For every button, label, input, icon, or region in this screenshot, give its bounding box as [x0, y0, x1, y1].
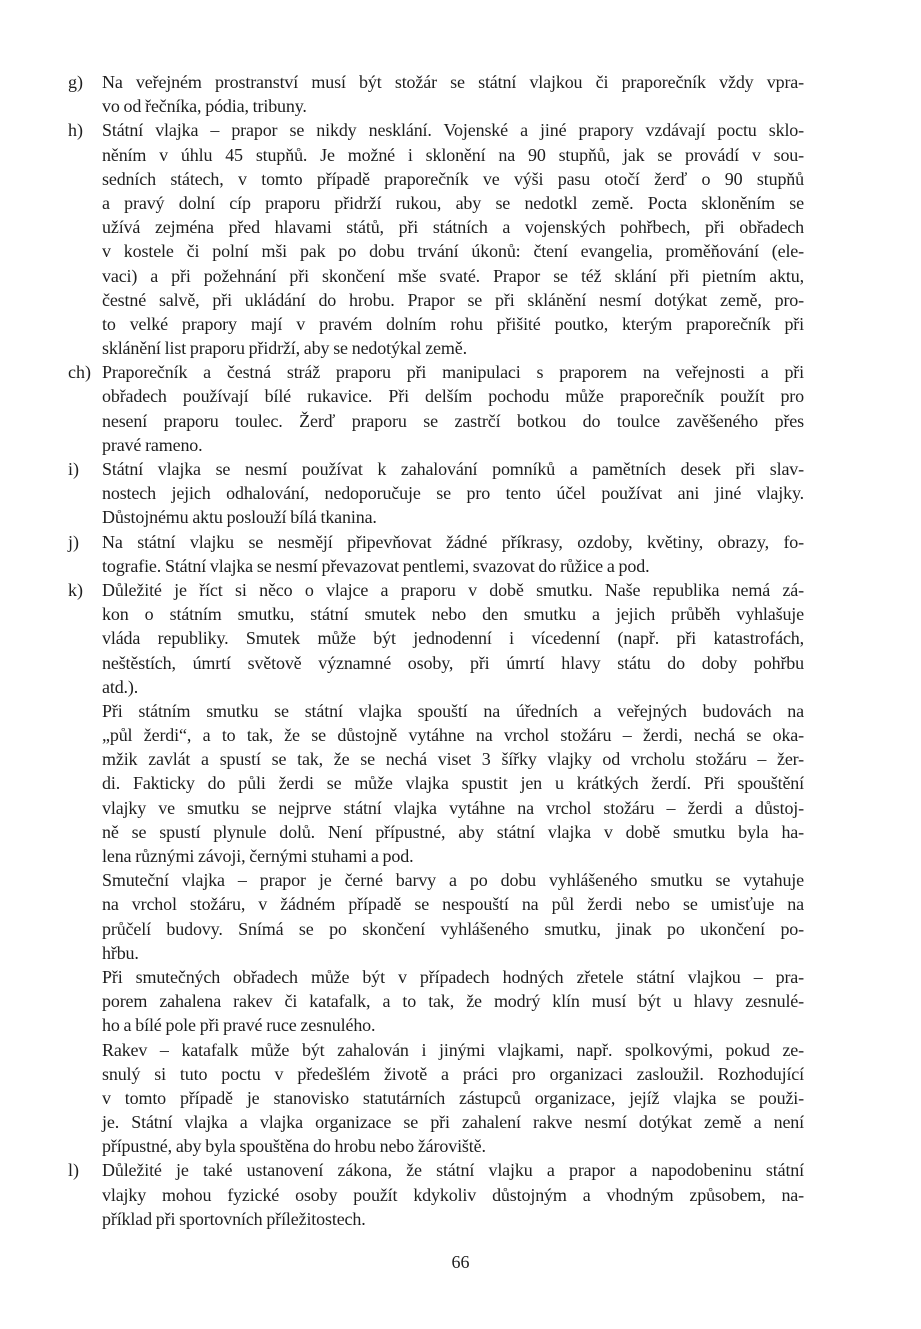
text-line: neštěstích, úmrtí světově významné osoby, při úmrtí hlavy státu do doby pohřbu [102, 652, 804, 673]
paragraph [102, 118, 804, 360]
text-line: tografie. Státní vlajka se nesmí převazovat pentlemi, svazovat do růžice a pod. [102, 555, 650, 576]
list-marker: k) [68, 579, 83, 600]
text-line: Důstojnému aktu poslouží bílá tkanina. [102, 507, 377, 528]
text-line: atd.). [102, 676, 139, 697]
sub-paragraph [102, 1038, 804, 1159]
text-line: Důležité je také ustanovení zákona, že státní vlajku a prapor a napodobeninu státní [102, 1160, 804, 1181]
text-line: mžik zavlát a spustí se tak, že se nechá viset 3 šířky vlajky od vrcholu stožáru – žer- [102, 749, 804, 770]
list-marker: l) [68, 1160, 79, 1181]
text-line: Důležité je říct si něco o vlajce a praporu v době smutku. Naše republika nemá zá- [102, 579, 804, 600]
sub-paragraph [102, 699, 804, 868]
list-marker: ch) [68, 362, 91, 383]
list-marker: i) [68, 459, 79, 479]
text-line: je. Státní vlajka a vlajka organizace se při zahalení rakve nesmí dotýkat země a není [102, 1112, 804, 1133]
list-item [68, 70, 804, 118]
page-number: 66 [451, 1252, 470, 1272]
paragraph [102, 360, 804, 457]
sub-paragraph [102, 868, 804, 965]
paragraph [102, 1158, 804, 1231]
text-line: v tomto případě je stanovisko statutárních zástupců organizace, jejíž vlajka se použi- [102, 1087, 804, 1108]
text-line: to velké prapory mají v pravém dolním rohu přišité poutko, kterým praporečník při [102, 313, 804, 334]
text-line: Státní vlajka se nesmí používat k zahalování pomníků a pamětních desek při slav- [102, 459, 804, 479]
text-line: příklad při sportovních příležitostech. [102, 1208, 366, 1229]
text-line: hřbu. [102, 942, 139, 963]
text-line: Při státním smutku se státní vlajka spouští na úředních a veřejných budovách na [102, 700, 804, 721]
text-line: Praporečník a čestná stráž praporu při manipulaci s praporem na veřejnosti a při [102, 362, 804, 383]
text-line: di. Fakticky do půli žerdi se může vlajka spustit jen u krátkých žerdí. Při spouštění [102, 773, 804, 794]
paragraph [102, 457, 804, 530]
text-line: Rakev – katafalk může být zahalován i jinými vlajkami, např. spolkovými, pokud ze- [102, 1039, 804, 1060]
text-line: Na státní vlajku se nesmějí připevňovat žádné příkrasy, ozdoby, květiny, obrazy, fo- [102, 531, 804, 552]
text-line: na vrchol stožáru, v žádném případě se nespouští na půl žerdi nebo se umisťuje na [102, 894, 804, 915]
list-item [68, 530, 804, 578]
text-line: Při smutečných obřadech může být v případech hodných zřetele státní vlajkou – pra- [102, 966, 804, 987]
text-line: ně se spustí plynule dolů. Není přípustné, aby státní vlajka v době smutku byla ha- [102, 821, 804, 842]
list-item [68, 1158, 804, 1231]
list-marker: g) [68, 72, 83, 92]
text-line: něním v úhlu 45 stupňů. Je možné i sklonění na 90 stupňů, jak se provádí v sou- [102, 144, 804, 165]
paragraph [102, 70, 804, 118]
text-line: vlajky mohou fyzické osoby použít kdykoliv důstojným a vhodným způsobem, na- [102, 1184, 804, 1205]
text-line: přípustné, aby byla spouštěna do hrobu nebo žároviště. [102, 1136, 486, 1157]
list-item [68, 578, 804, 1159]
list-item [68, 360, 804, 457]
text-line: čestné salvě, při ukládání do hrobu. Prapor se při sklánění nesmí dotýkat země, pro- [102, 289, 804, 310]
text-line: Na veřejném prostranství musí být stožár se státní vlajkou či praporečník vždy vpra- [102, 72, 804, 92]
text-line: vláda republiky. Smutek může být jednodenní i vícedenní (např. při katastrofách, [102, 628, 804, 649]
text-line: v kostele či polní mši pak po dobu trvání úkonů: čtení evangelia, proměňování (ele- [102, 241, 804, 262]
page-body [68, 70, 804, 1231]
text-line: nesení praporu toulec. Žerď praporu se zastrčí botkou do toulce zavěšeného přes [102, 410, 804, 431]
list-marker: h) [68, 120, 83, 141]
text-line: obřadech používají bílé rukavice. Při delším pochodu může praporečník použít pro [102, 386, 804, 407]
paragraph [102, 578, 804, 699]
text-line: vlajky ve smutku se nejprve státní vlajka vytáhne na vrchol stožáru – žerdi a důstoj- [102, 797, 804, 818]
text-line: a pravý dolní cíp praporu přidrží rukou, aby se nedotkl země. Pocta skloněním se [102, 192, 804, 213]
text-line: kon o státním smutku, státní smutek nebo den smutku a jejich průběh vyhlašuje [102, 604, 804, 625]
sub-paragraph [102, 965, 804, 1038]
text-line: pravé rameno. [102, 434, 203, 455]
list-marker: j) [68, 531, 79, 552]
paragraph [102, 530, 804, 578]
list-item [68, 457, 804, 530]
text-line: užívá zejména před hlavami států, při státních a vojenských pohřbech, při obřadech [102, 217, 804, 238]
text-line: sedních státech, v tomto případě praporečník ve výši pasu otočí žerď o 90 stupňů [102, 168, 804, 189]
text-line: vo od řečníka, pódia, tribuny. [102, 96, 307, 117]
text-line: průčelí budovy. Snímá se po skončení vyhlášeného smutku, jinak po ukončení po- [102, 918, 804, 939]
list-item [68, 118, 804, 360]
text-line: Smuteční vlajka – prapor je černé barvy a po dobu vyhlášeného smutku se vytahuje [102, 870, 804, 891]
text-line: „půl žerdi“, a to tak, že se důstojně vytáhne na vrchol stožáru – žerdi, nechá se oka- [102, 725, 804, 746]
text-line: porem zahalena rakev či katafalk, a to tak, že modrý klín musí být u hlavy zesnulé- [102, 991, 804, 1012]
text-line: ho a bílé pole při pravé ruce zesnulého. [102, 1015, 376, 1036]
text-line: Státní vlajka – prapor se nikdy nesklání. Vojenské a jiné prapory vzdávají poctu sklo- [102, 120, 804, 141]
text-line: lena různými závoji, černými stuhami a pod. [102, 846, 414, 866]
text-line: nostech jejich odhalování, nedoporučuje se pro tento účel používat ani jiné vlajky. [102, 483, 804, 504]
text-line: snulý si tuto poctu v předešlém životě a práci pro organizaci zasloužil. Rozhodující [102, 1063, 804, 1084]
text-line: vaci) a při požehnání při skončení mše svaté. Prapor se též sklání při pietním aktu, [102, 265, 804, 286]
text-line: sklánění list praporu přidrží, aby se nedotýkal země. [102, 338, 467, 359]
